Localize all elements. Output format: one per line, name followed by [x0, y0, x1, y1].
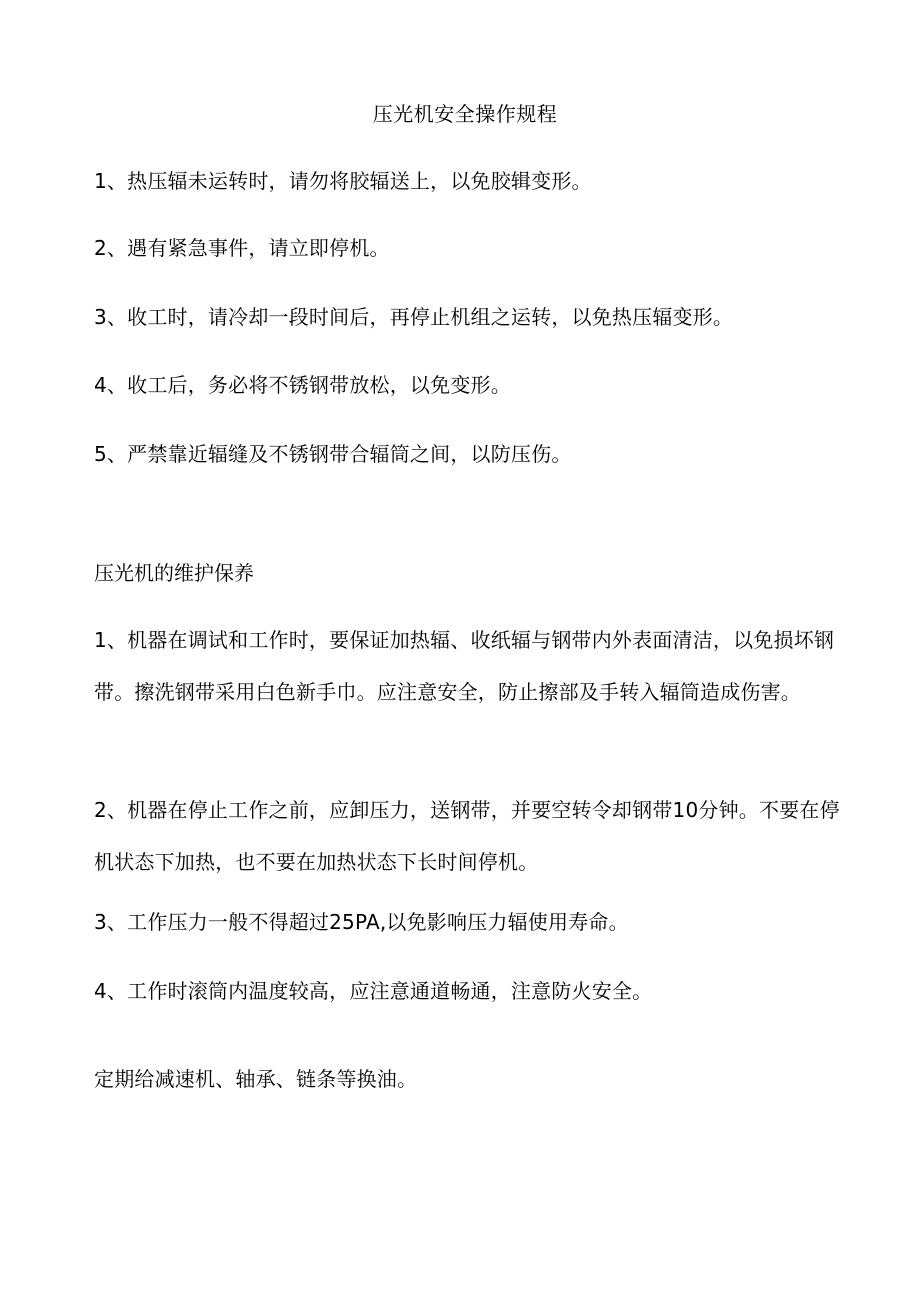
- maintenance-item-4: 4、工作时滚筒内温度较高，应注意通道畅通，注意防火安全。: [94, 979, 653, 1003]
- final-note: 定期给减速机、轴承、链条等换油。: [94, 1067, 418, 1091]
- maintenance-item-1: 1、机器在调试和工作时，要保证加热辐、收纸辐与钢带内外表面清洁，以免损坏钢带。擦洗钢带采用白色新手巾。应注意安全，防止擦部及手转入辐筒造成伤害。: [94, 628, 835, 704]
- maintenance-item-3: 3、工作压力一般不得超过25PA,以免影响压力辐使用寿命。: [94, 910, 629, 934]
- safety-rule-4: 4、收工后，务必将不锈钢带放松，以免变形。: [94, 373, 511, 397]
- maintenance-heading: 压光机的维护保养: [94, 561, 254, 585]
- safety-rule-5: 5、严禁靠近辐缝及不锈钢带合辐筒之间，以防压伤。: [94, 442, 572, 466]
- safety-rule-1: 1、热压辐未运转时，请勿将胶辐送上，以免胶辑变形。: [94, 169, 592, 193]
- safety-rule-3: 3、收工时，请冷却一段时间后，再停止机组之运转，以免热压辐变形。: [94, 305, 734, 329]
- page-title: 压光机安全操作规程: [372, 102, 558, 126]
- safety-rule-2: 2、遇有紧急事件，请立即停机。: [94, 236, 390, 260]
- maintenance-item-2: 2、机器在停止工作之前，应卸压力，送钢带，并要空转令却钢带10分钟。不要在停机状态下加热，也不要在加热状态下长时间停机。: [94, 798, 840, 874]
